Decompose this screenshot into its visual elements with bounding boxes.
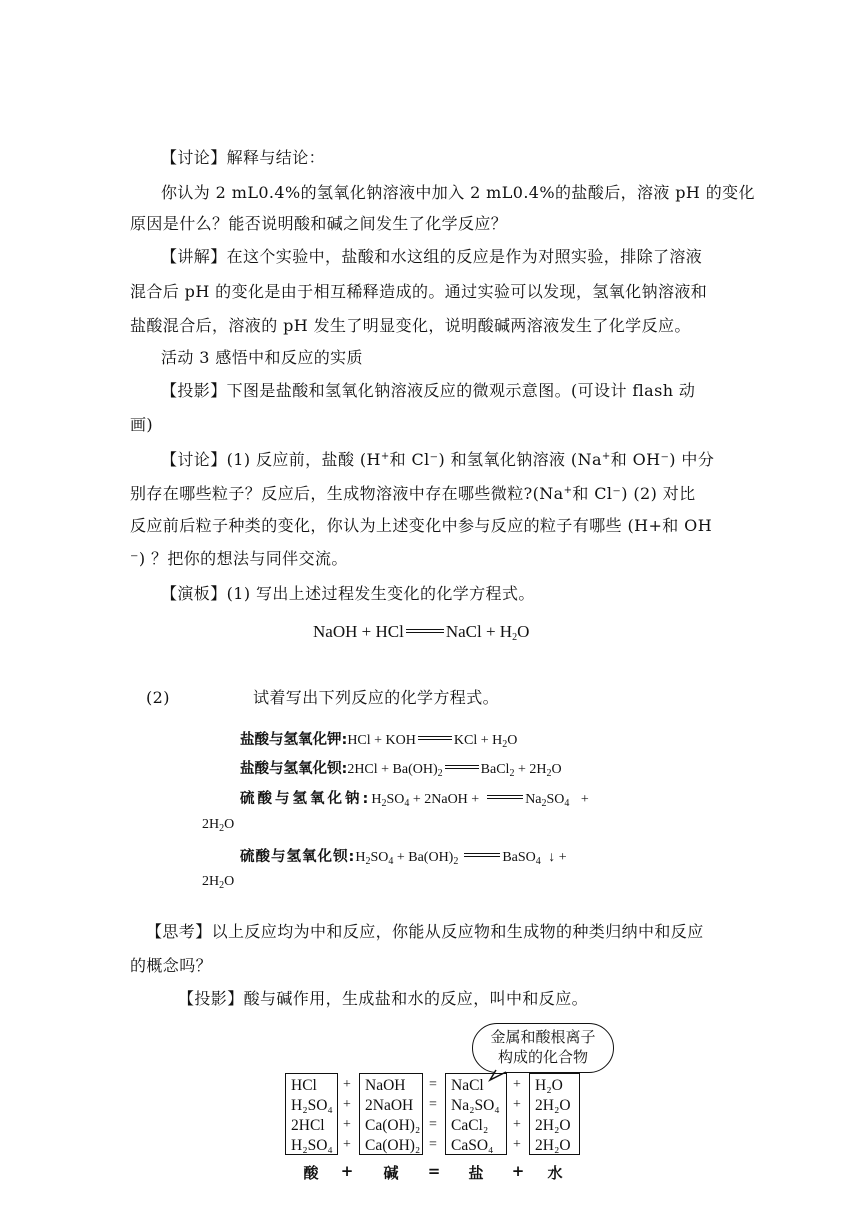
discuss2-line-1: 【讨论】(1) 反应前，盐酸 (H+和 Cl⁻) 和氢氧化钠溶液 (Na+和 OH⁻) 中分 xyxy=(161,450,715,469)
discuss2-line-3: 反应前后粒子种类的变化，你认为上述变化中参与反应的粒子有哪些 (H+和 OH xyxy=(130,516,713,535)
discuss-line-2: 原因是什么？能否说明酸和碱之间发生了化学反应？ xyxy=(130,214,508,233)
item-2-number: (2) xyxy=(146,688,170,707)
caption-acid: 酸 xyxy=(303,1164,319,1182)
plus-column-2: + + + + xyxy=(513,1077,521,1152)
explain-line-1: 【讲解】在这个实验中，盐酸和水这组的反应是作为对照实验，排除了溶液 xyxy=(161,247,703,266)
discuss-heading: 【讨论】解释与结论： xyxy=(161,148,326,167)
discuss2-line-2: 别存在哪些粒子？反应后，生成物溶液中存在哪些微粒?(Na+和 Cl⁻) (2) 对比 xyxy=(130,484,696,503)
base-column: NaOH 2NaOH Ca(OH)₂ Ca(OH)₂ xyxy=(359,1073,423,1155)
equation-baoh2: 盐酸与氢氧化钡:2HCl + $Ba(OH)_2$ BaCl$_2$ + $2H_2O$ xyxy=(240,761,562,779)
item-2-text: 试着写出下列反应的化学方程式。 xyxy=(253,688,500,707)
think-line-1: 【思考】以上反应均为中和反应，你能从反应物和生成物的种类归纳中和反应 xyxy=(146,922,704,941)
water-column: H₂O 2H₂O 2H₂O 2H₂O xyxy=(529,1073,580,1155)
caption-equals: = xyxy=(427,1162,441,1180)
caption-base: 碱 xyxy=(383,1164,399,1182)
main-equation: NaOH + HCl NaCl + $H_2O$ xyxy=(313,622,530,643)
definition-line: 【投影】酸与碱作用，生成盐和水的反应，叫中和反应。 xyxy=(178,989,589,1008)
explain-line-3: 盐酸混合后，溶液的 pH 发生了明显变化，说明酸碱两溶液发生了化学反应。 xyxy=(130,316,691,335)
equation-koh: 盐酸与氢氧化钾:HCl + KOH KCl + $H_2O$ xyxy=(240,732,518,750)
board-heading: 【演板】(1) 写出上述过程发生变化的化学方程式。 xyxy=(161,584,535,603)
activity-3-heading: 活动 3 感悟中和反应的实质 xyxy=(161,348,363,367)
equals-column: = = = = xyxy=(429,1077,437,1152)
equation-h2so4-baoh2-cont: $2H_2O$ xyxy=(202,874,235,891)
callout-line-2: 构成的化合物 xyxy=(497,1048,588,1066)
projection-line-1: 【投影】下图是盐酸和氢氧化钠溶液反应的微观示意图。(可设计 flash 动 xyxy=(161,381,696,400)
projection-line-2: 画) xyxy=(130,415,154,434)
equation-h2so4-baoh2: 硫酸与氢氧化钡$:H_2SO_4 + Ba(OH)_2$ BaSO$_4$ ↓ + xyxy=(240,849,567,867)
acid-column: HCl H₂SO₄ 2HCl H₂SO₄ xyxy=(285,1073,338,1155)
discuss-line-1: 你认为 2 mL0.4%的氢氧化钠溶液中加入 2 mL0.4%的盐酸后，溶液 pH 的变化 xyxy=(161,183,755,202)
equation-h2so4-naoh-cont: $2H_2O$ xyxy=(202,817,235,834)
explain-line-2: 混合后 pH 的变化是由于相互稀释造成的。通过实验可以发现，氢氧化钠溶液和 xyxy=(130,282,708,301)
discuss2-line-4: ⁻) ？把你的想法与同伴交流。 xyxy=(130,549,348,568)
equation-h2so4-naoh: 硫酸与氢氧化钠$:H_2SO_4$ + 2NaOH + $Na_2SO_4$ + xyxy=(240,791,589,809)
think-line-2: 的概念吗？ xyxy=(130,956,213,975)
caption-plus-1: + xyxy=(340,1162,354,1180)
callout-line-1: 金属和酸根离子 xyxy=(490,1028,596,1046)
caption-water: 水 xyxy=(547,1164,563,1182)
caption-plus-2: + xyxy=(511,1162,525,1180)
plus-column-1: + + + + xyxy=(343,1077,351,1152)
caption-salt: 盐 xyxy=(468,1164,484,1182)
salt-column: NaCl Na₂SO₄ CaCl₂ CaSO₄ xyxy=(445,1073,507,1155)
